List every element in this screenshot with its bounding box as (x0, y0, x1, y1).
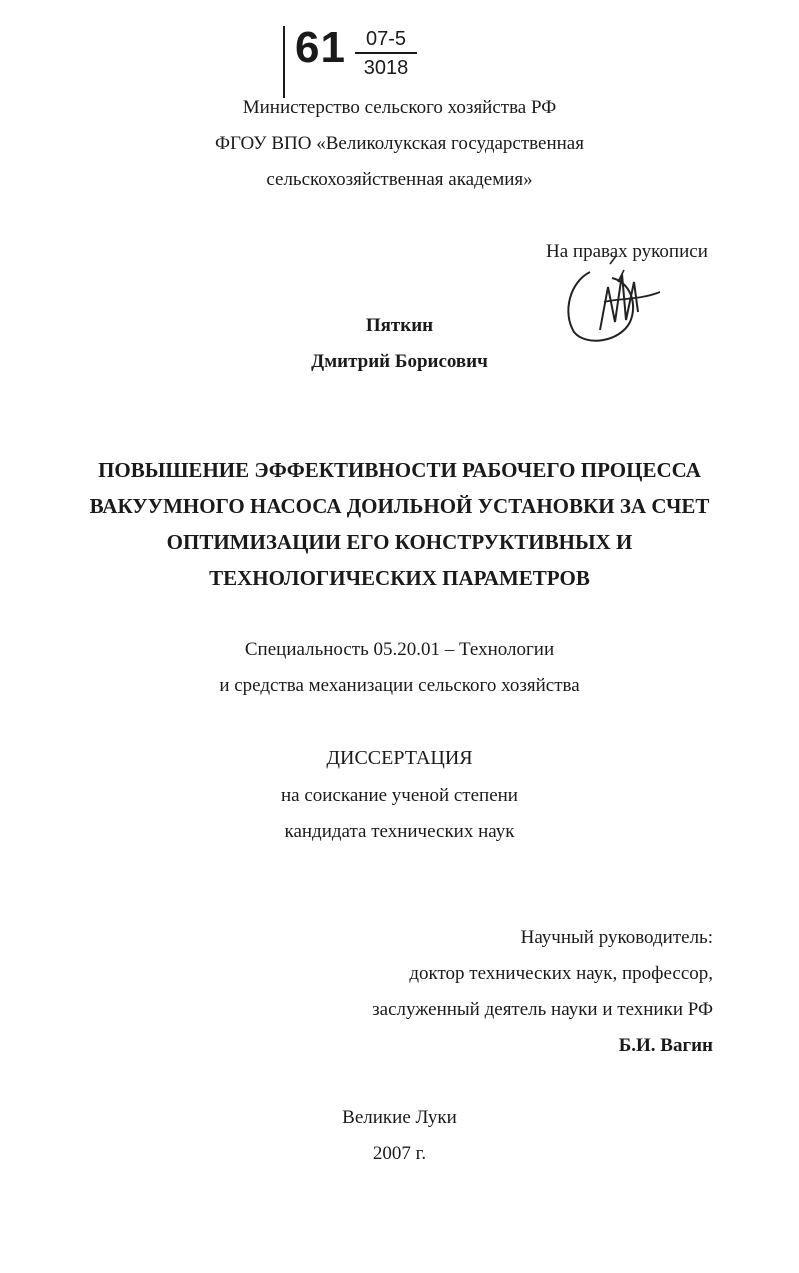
specialty-line-1: Специальность 05.20.01 – Технологии (244, 639, 555, 660)
institution-line-2: сельскохозяйственная академия» (266, 169, 533, 190)
title-line-3: ОПТИМИЗАЦИИ ЕГО КОНСТРУКТИВНЫХ И (166, 530, 633, 554)
ministry-line: Министерство сельского хозяйства РФ (242, 97, 557, 118)
supervisor-degree: доктор технических наук, профессор, (409, 963, 713, 984)
dissertation-line-2: кандидата технических наук (284, 821, 515, 842)
supervisor-label: Научный руководитель: (520, 927, 713, 948)
footer-year: 2007 г. (372, 1143, 427, 1164)
author-name: Дмитрий Борисович (311, 351, 488, 372)
title-line-4: ТЕХНОЛОГИЧЕСКИХ ПАРАМЕТРОВ (209, 566, 590, 590)
title-line-2: ВАКУУМНОГО НАСОСА ДОИЛЬНОЙ УСТАНОВКИ ЗА СЧЕТ (89, 494, 710, 518)
stamp-numerator: 07-5 (365, 28, 407, 50)
title-line-1: ПОВЫШЕНИЕ ЭФФЕКТИВНОСТИ РАБОЧЕГО ПРОЦЕССА (98, 458, 701, 482)
author-surname: Пяткин (365, 315, 434, 336)
specialty-line-2: и средства механизации сельского хозяйства (219, 675, 580, 696)
stamp-fraction-line (355, 52, 417, 54)
stamp-denominator: 3018 (363, 57, 409, 79)
rights-note: На правах рукописи (546, 241, 708, 262)
institution-line-1: ФГОУ ВПО «Великолукская государственная (215, 133, 584, 154)
footer-city: Великие Луки (342, 1107, 457, 1128)
stamp-fraction (355, 28, 417, 79)
supervisor-name: Б.И. Вагин (618, 1035, 713, 1056)
dissertation-line-1: на соискание ученой степени (281, 785, 518, 806)
supervisor-honor: заслуженный деятель науки и техники РФ (372, 999, 713, 1020)
stamp-bar (283, 26, 285, 98)
library-stamp (283, 22, 423, 82)
dissertation-label: ДИССЕРТАЦИЯ (326, 747, 473, 769)
stamp-main-number: 61 (295, 23, 346, 72)
